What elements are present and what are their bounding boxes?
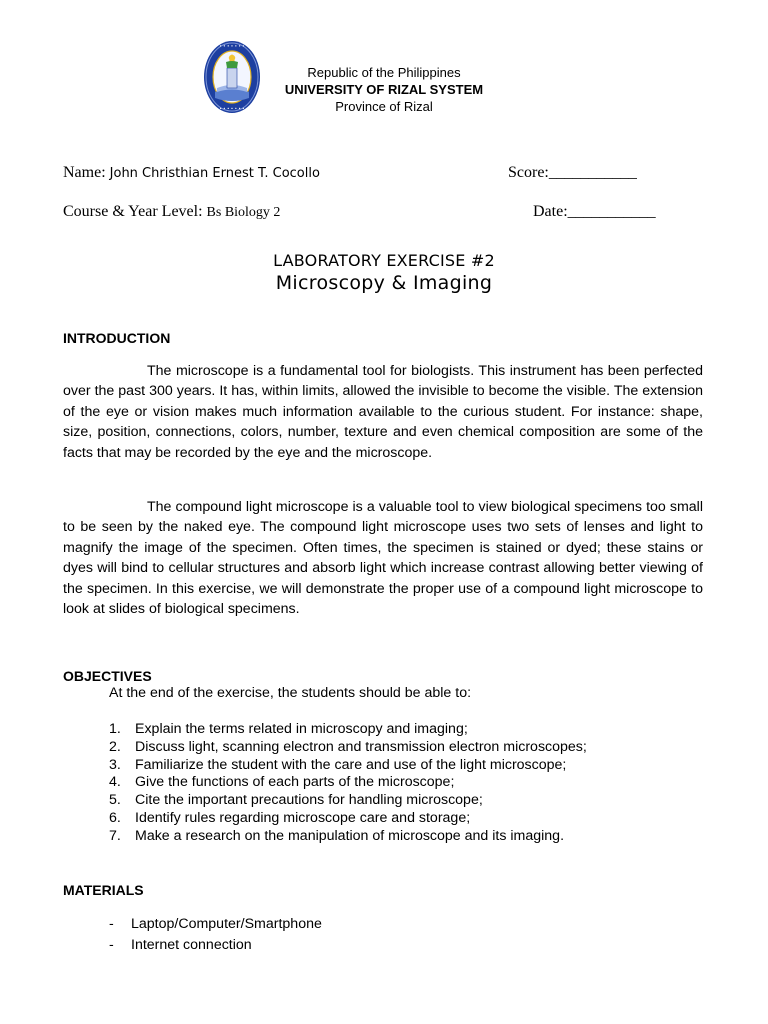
name-value: John Christhian Ernest T. Cocollo	[109, 166, 320, 181]
list-item: 6. Identify rules regarding microscope care and storage;	[109, 809, 471, 826]
list-item: 1. Explain the terms related in microscopy and imaging;	[109, 721, 468, 737]
materials-heading: MATERIALS	[63, 882, 144, 898]
exercise-title: LABORATORY EXERCISE #2	[273, 251, 495, 270]
header-province: Province of Rizal	[335, 99, 433, 114]
course-label: Course & Year Level:	[63, 203, 203, 220]
header-university: UNIVERSITY OF RIZAL SYSTEM	[284, 82, 484, 97]
svg-text:• • • • • • •: • • • • • • •	[219, 106, 245, 111]
introduction-paragraph-1	[63, 361, 703, 463]
introduction-p1-text: The microscope is a fundamental tool for biologists. This instrument has been perfected over the past 300 years. It has, within limits, allowed the invisible to become the visible. The extension of the eye or vision makes much information available to the curious student. For instance: shape, size, position, connections, colors, number, texture and even chemical composition are some of the facts that may be recorded by the eye and the microscope.	[63, 363, 703, 461]
date-field: Date:___________	[533, 203, 656, 220]
materials-list	[109, 914, 322, 955]
name-field	[63, 164, 320, 182]
course-field	[63, 203, 280, 221]
exercise-subtitle: Microscopy & Imaging	[275, 272, 493, 294]
university-seal-logo	[203, 40, 261, 114]
header-country: Republic of the Philippines	[307, 65, 461, 80]
list-item: - Internet connection	[109, 936, 252, 953]
course-value: Bs Biology 2	[206, 205, 281, 220]
list-item: 4. Give the functions of each parts of the microscope;	[109, 774, 455, 791]
list-item: 2. Discuss light, scanning electron and transmission electron microscopes;	[109, 738, 587, 755]
list-item: 7. Make a research on the manipulation of microscope and its imaging.	[109, 827, 565, 844]
introduction-p2-text: The compound light microscope is a valuable tool to view biological specimens too small to be seen by the naked eye. The compound light microscope uses two sets of lenses and light to magnify the image of the specimen. Often times, the specimen is stained or dyed; these stains or dyes will bind to cellular structures and absorb light which increase contrast allowing better viewing of the specimen. In this exercise, we will demonstrate the proper use of a compound light microscope to look at slides of biological specimens.	[63, 499, 703, 618]
list-item: 5. Cite the important precautions for handling microscope;	[109, 792, 483, 809]
objectives-lead: At the end of the exercise, the students should be able to:	[109, 685, 472, 701]
introduction-heading: INTRODUCTION	[63, 330, 171, 346]
name-label: Name:	[63, 164, 106, 181]
svg-text:• • • • • • •: • • • • • • •	[219, 43, 245, 49]
list-item: - Laptop/Computer/Smartphone	[109, 916, 322, 932]
score-field: Score:___________	[508, 164, 637, 181]
introduction-paragraph-2	[63, 497, 703, 619]
objectives-list	[109, 721, 587, 846]
objectives-heading: OBJECTIVES	[63, 668, 152, 684]
list-item: 3. Familiarize the student with the care and use of the light microscope;	[109, 756, 567, 773]
